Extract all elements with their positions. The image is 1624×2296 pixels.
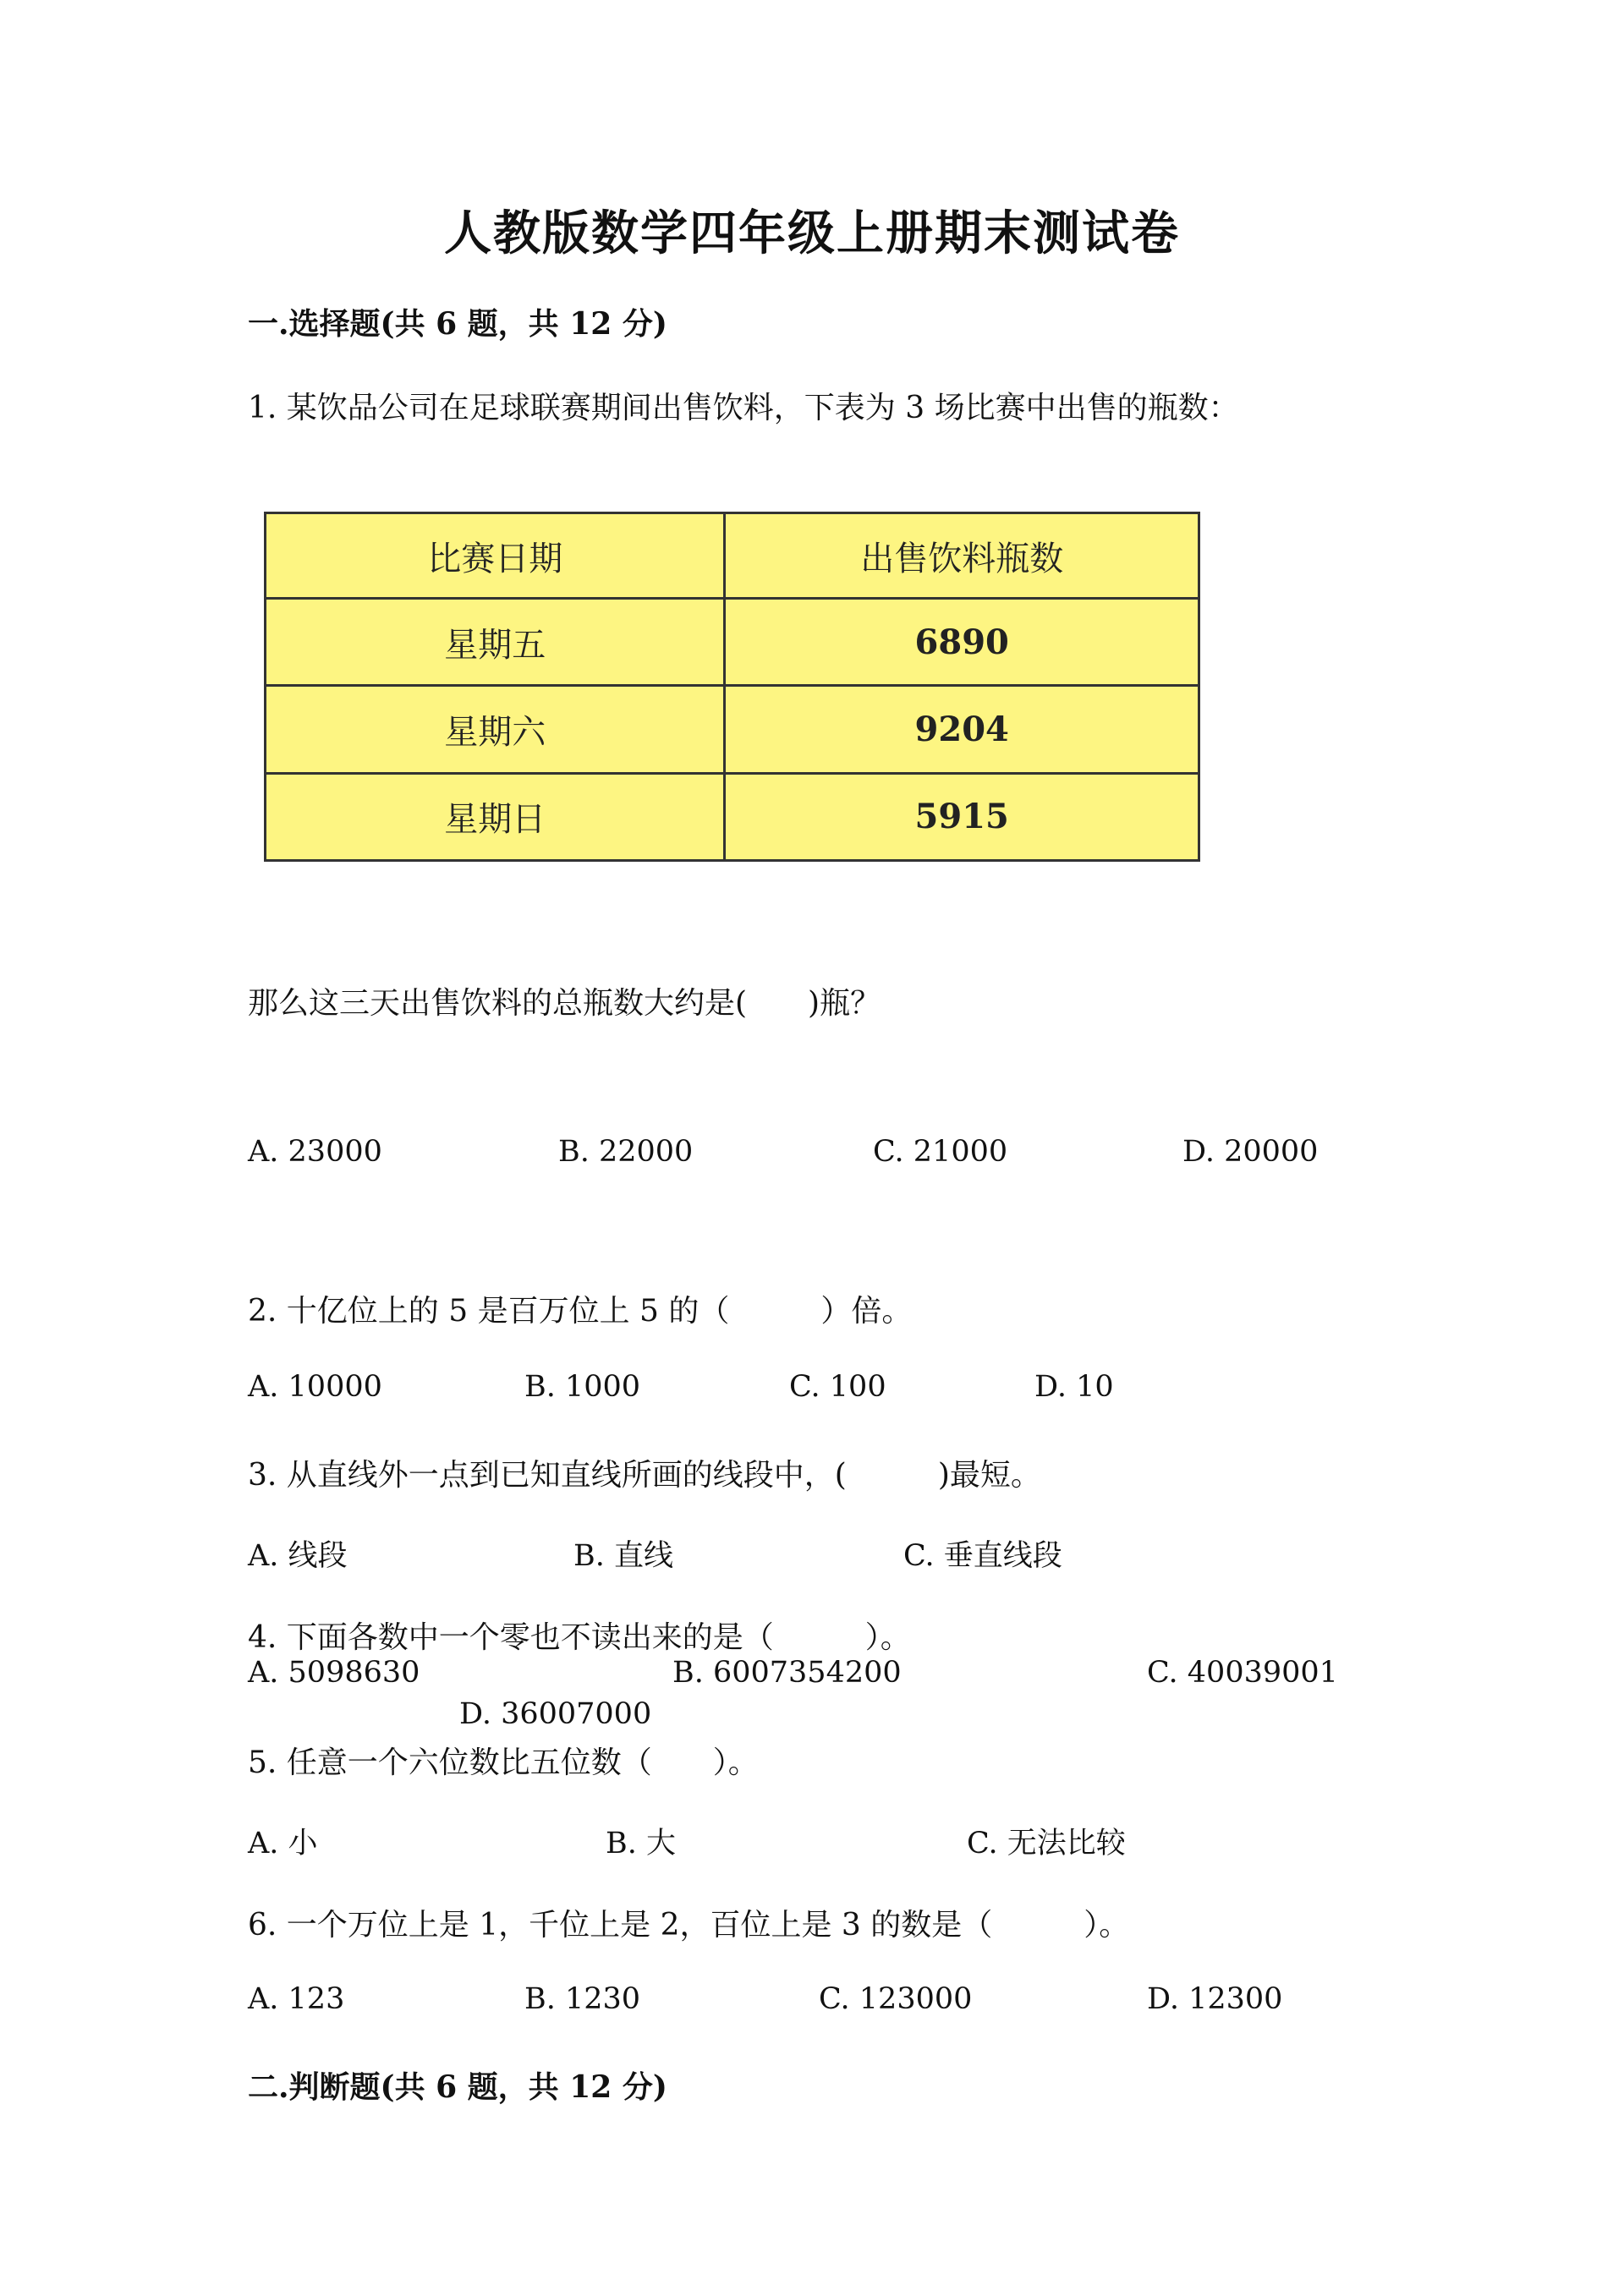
question-3-stem: 3. 从直线外一点到已知直线所画的线段中，( )最短。 xyxy=(248,1458,1041,1493)
question-2-stem: 2. 十亿位上的 5 是百万位上 5 的（ ）倍。 xyxy=(248,1294,913,1329)
table-cell-count: 5915 xyxy=(725,773,1199,860)
question-5-option-c[interactable]: C. 无法比较 xyxy=(967,1827,1126,1860)
question-1-option-a[interactable]: A. 23000 xyxy=(248,1135,382,1169)
question-6-stem: 6. 一个万位上是 1，千位上是 2，百位上是 3 的数是（ ）。 xyxy=(248,1908,1130,1943)
question-5-option-b[interactable]: B. 大 xyxy=(606,1827,676,1860)
question-2-option-c[interactable]: C. 100 xyxy=(789,1370,886,1404)
table-header-row xyxy=(266,513,1199,599)
table-row xyxy=(266,599,1199,686)
question-1-option-b[interactable]: B. 22000 xyxy=(558,1135,694,1169)
question-6-option-c[interactable]: C. 123000 xyxy=(819,1982,973,2016)
question-6-option-b[interactable]: B. 1230 xyxy=(524,1982,641,2016)
sales-table xyxy=(264,512,1200,862)
question-3-option-b[interactable]: B. 直线 xyxy=(573,1539,673,1573)
question-6-option-d[interactable]: D. 12300 xyxy=(1147,1982,1283,2016)
question-4-option-b[interactable]: B. 6007354200 xyxy=(672,1656,902,1690)
question-4-stem: 4. 下面各数中一个零也不读出来的是（ ）。 xyxy=(248,1620,911,1655)
table-cell-count: 9204 xyxy=(725,686,1199,773)
section-heading-choice: 一.选择题(共 6 题，共 12 分) xyxy=(248,306,667,342)
question-2-option-d[interactable]: D. 10 xyxy=(1034,1370,1114,1404)
table-row xyxy=(266,773,1199,860)
question-5-option-a[interactable]: A. 小 xyxy=(248,1827,318,1860)
table-header-cell: 比赛日期 xyxy=(266,513,725,599)
question-6-option-a[interactable]: A. 123 xyxy=(248,1982,345,2016)
question-4-option-d[interactable]: D. 36007000 xyxy=(459,1697,652,1731)
question-1-stem: 1. 某饮品公司在足球联赛期间出售饮料，下表为 3 场比赛中出售的瓶数： xyxy=(248,391,1239,425)
question-3-option-c[interactable]: C. 垂直线段 xyxy=(903,1539,1062,1573)
section-heading-judgement: 二.判断题(共 6 题，共 12 分) xyxy=(248,2069,667,2105)
question-1-option-d[interactable]: D. 20000 xyxy=(1182,1135,1319,1169)
question-1-prompt: 那么这三天出售饮料的总瓶数大约是( )瓶？ xyxy=(248,986,881,1021)
question-4-option-c[interactable]: C. 40039001 xyxy=(1147,1656,1338,1690)
question-2-option-b[interactable]: B. 1000 xyxy=(524,1370,641,1404)
table-header-cell: 出售饮料瓶数 xyxy=(725,513,1199,599)
table-cell-count: 6890 xyxy=(725,599,1199,686)
question-3-option-a[interactable]: A. 线段 xyxy=(248,1539,348,1573)
question-2-option-a[interactable]: A. 10000 xyxy=(248,1370,382,1404)
question-1-option-c[interactable]: C. 21000 xyxy=(873,1135,1008,1169)
question-5-stem: 5. 任意一个六位数比五位数（ ）。 xyxy=(248,1745,759,1780)
question-4-option-a[interactable]: A. 5098630 xyxy=(248,1656,420,1690)
table-row xyxy=(266,686,1199,773)
page-title: 人教版数学四年级上册期末测试卷 xyxy=(444,205,1180,261)
table-cell-day: 星期日 xyxy=(266,773,725,860)
table-cell-day: 星期五 xyxy=(266,599,725,686)
table-cell-day: 星期六 xyxy=(266,686,725,773)
